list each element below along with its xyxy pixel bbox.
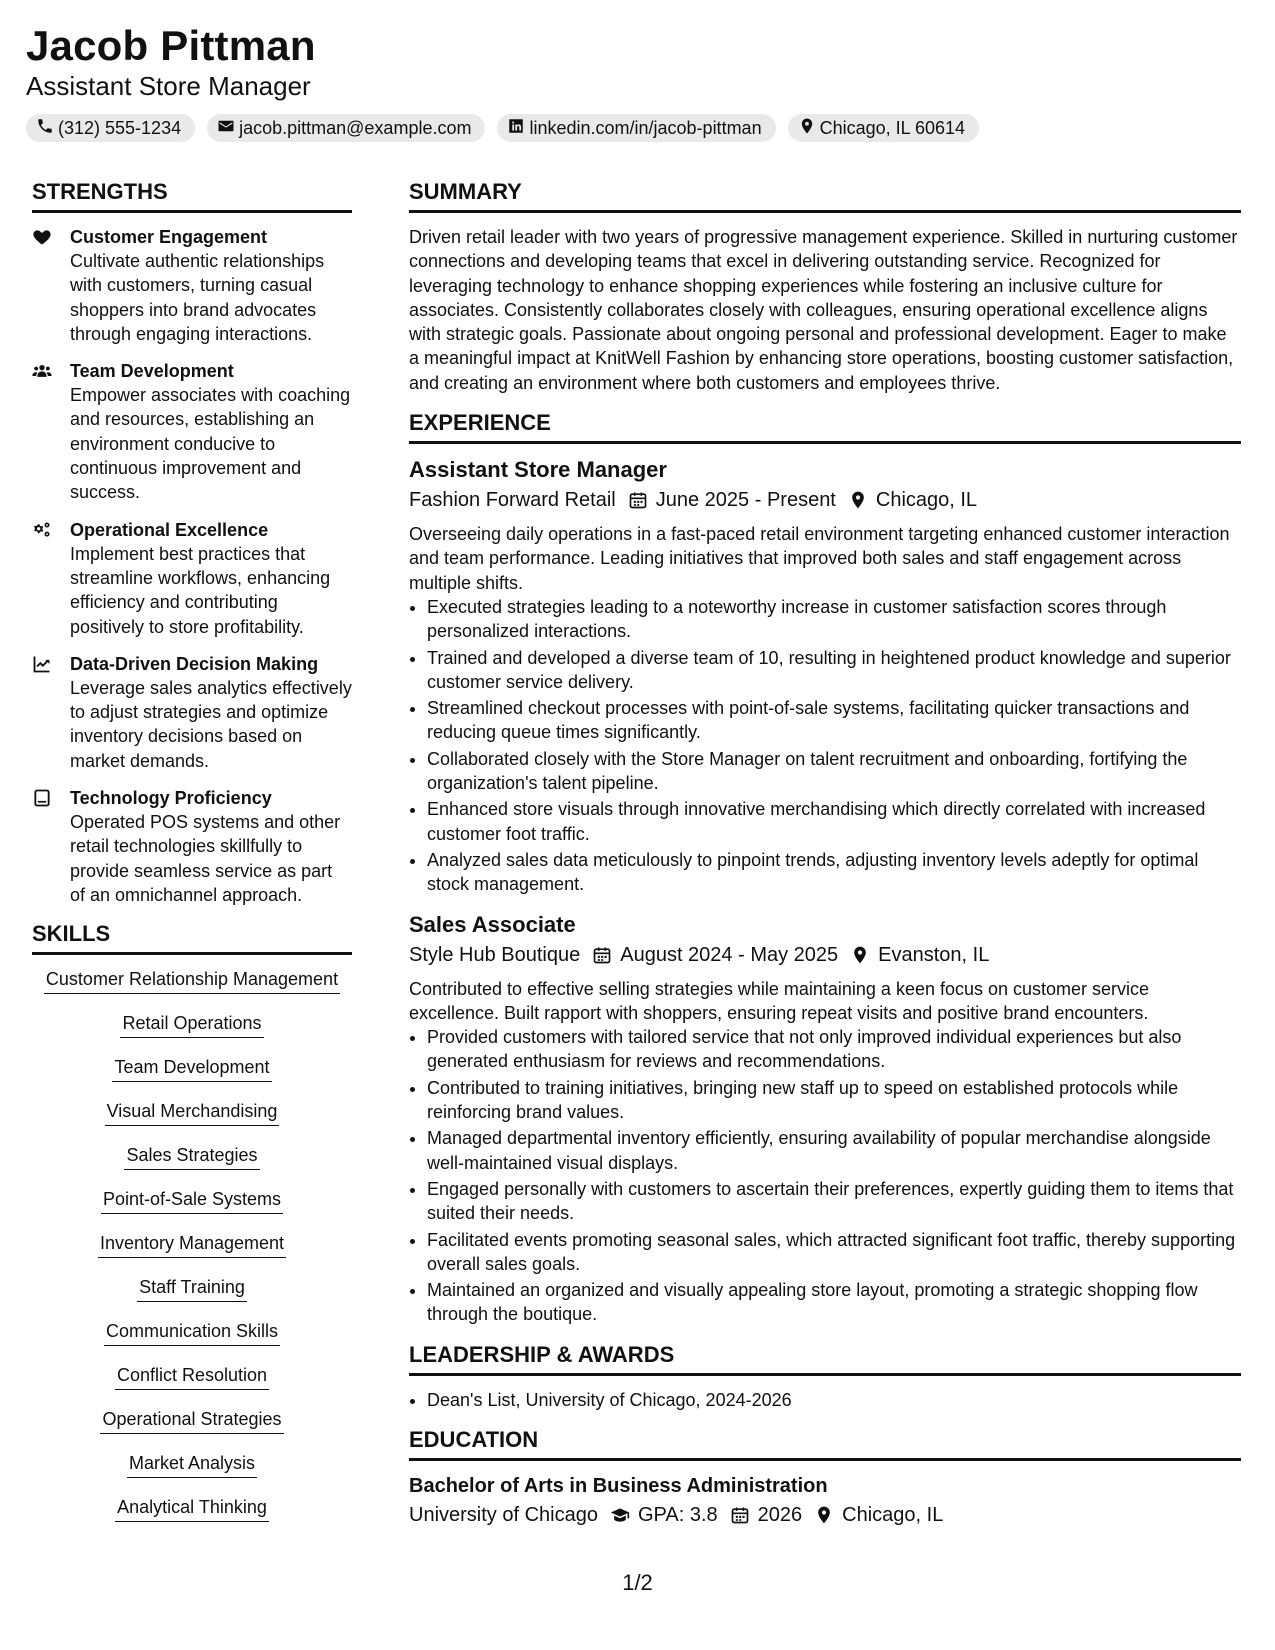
job-bullets bbox=[409, 595, 1241, 897]
page-number: 1/2 bbox=[622, 1570, 653, 1595]
chart-line-icon bbox=[32, 652, 70, 773]
bullet-item: • Managed departmental inventory efficiently, ensuring availability of popular merchandise alongside well-maintained visual displays. bbox=[427, 1126, 1241, 1175]
job-title: Assistant Store Manager bbox=[409, 457, 667, 483]
bullet-item: • Trained and developed a diverse team of 10, resulting in heightened product knowledge and superior customer service delivery. bbox=[427, 646, 1241, 695]
location-pin-icon bbox=[848, 490, 868, 510]
summary-heading: SUMMARY bbox=[409, 178, 1241, 213]
bullet-item: • Facilitated events promoting seasonal sales, which attracted significant foot traffic, thereby supporting overall sales goals. bbox=[427, 1228, 1241, 1277]
leadership-heading: LEADERSHIP & AWARDS bbox=[409, 1341, 1241, 1376]
job-location: Chicago, IL bbox=[875, 489, 978, 512]
right-column bbox=[409, 178, 1241, 1537]
location-pin-icon bbox=[850, 945, 870, 965]
linkedin-icon bbox=[507, 117, 529, 140]
contact-linkedin[interactable] bbox=[497, 114, 775, 142]
calendar-icon bbox=[730, 1505, 750, 1525]
strength-desc: Operated POS systems and other retail technologies skillfully to provide seamless service as part of an omnichannel approach. bbox=[70, 812, 341, 905]
company-name: Style Hub Boutique bbox=[409, 943, 581, 966]
tablet-icon bbox=[32, 786, 70, 907]
job-meta bbox=[409, 486, 1241, 514]
contact-location bbox=[788, 114, 979, 142]
job-meta bbox=[409, 941, 1241, 969]
graduation-cap-icon bbox=[610, 1505, 630, 1525]
contact-bar bbox=[26, 114, 979, 142]
gears-icon bbox=[32, 518, 70, 639]
strength-item bbox=[32, 652, 352, 773]
contact-phone[interactable] bbox=[26, 114, 195, 142]
job-bullets bbox=[409, 1025, 1241, 1327]
bullet-item: • Streamlined checkout processes with point-of-sale systems, facilitating quicker transactions and reducing queue times significantly. bbox=[427, 696, 1241, 745]
skill-item: Inventory Management bbox=[98, 1231, 286, 1258]
strength-desc: Cultivate authentic relationships with customers, turning casual shoppers into brand advocates through engaging interactions. bbox=[70, 251, 325, 344]
award-item: • Dean's List, University of Chicago, 2024-2026 bbox=[427, 1388, 1241, 1412]
strength-item bbox=[32, 225, 352, 346]
skill-item: Staff Training bbox=[137, 1275, 247, 1302]
strength-desc: Implement best practices that streamline workflows, enhancing efficiency and contributing positively to store profitability. bbox=[70, 543, 331, 637]
degree-title: Bachelor of Arts in Business Administration bbox=[409, 1474, 828, 1497]
bullet-item: • Executed strategies leading to a noteworthy increase in customer satisfaction scores through personalized interactions. bbox=[427, 595, 1241, 644]
education-location: Chicago, IL bbox=[842, 1503, 944, 1526]
job-dates: June 2025 - Present bbox=[655, 489, 836, 512]
strength-title: Operational Excellence bbox=[70, 519, 269, 540]
bullet-item: • Engaged personally with customers to ascertain their preferences, expertly guiding them to items that suited their needs. bbox=[427, 1177, 1241, 1226]
heart-icon bbox=[32, 225, 70, 346]
skill-item: Analytical Thinking bbox=[115, 1495, 269, 1522]
strength-desc: Leverage sales analytics effectively to adjust strategies and optimize inventory decisions based on market demands. bbox=[70, 677, 352, 771]
skill-item: Conflict Resolution bbox=[115, 1363, 269, 1390]
bullet-item: • Analyzed sales data meticulously to pinpoint trends, adjusting inventory levels adeptly for optimal stock management. bbox=[427, 848, 1241, 897]
calendar-icon bbox=[592, 945, 612, 965]
envelope-icon bbox=[217, 117, 239, 140]
graduation-year: 2026 bbox=[757, 1503, 803, 1526]
strength-title: Technology Proficiency bbox=[70, 788, 272, 809]
resume-header bbox=[26, 22, 316, 102]
candidate-title: Assistant Store Manager bbox=[26, 71, 311, 101]
strengths-heading: STRENGTHS bbox=[32, 178, 352, 213]
contact-email[interactable] bbox=[207, 114, 485, 142]
job-entry bbox=[409, 911, 1241, 1327]
linkedin-text: linkedin.com/in/jacob-pittman bbox=[529, 117, 762, 138]
email-text: jacob.pittman@example.com bbox=[239, 117, 472, 138]
location-pin-icon bbox=[798, 117, 820, 140]
skills-list bbox=[32, 967, 352, 1539]
skill-item: Market Analysis bbox=[127, 1451, 257, 1478]
strength-title: Customer Engagement bbox=[70, 227, 268, 247]
bullet-item: • Maintained an organized and visually appealing store layout, promoting a strategic shopping flow through the boutique. bbox=[427, 1278, 1241, 1327]
strength-title: Team Development bbox=[70, 361, 234, 382]
strength-item bbox=[32, 518, 352, 639]
skill-item: Retail Operations bbox=[120, 1011, 263, 1038]
education-heading: EDUCATION bbox=[409, 1426, 1241, 1461]
phone-text: (312) 555-1234 bbox=[58, 117, 182, 138]
bullet-item: • Enhanced store visuals through innovative merchandising which directly correlated with increased customer foot traffic. bbox=[427, 797, 1241, 846]
job-description: Overseeing daily operations in a fast-paced retail environment targeting enhanced customer interaction and team performance. Leading initiatives that improved both sales and staff engagement across multiple shifts. bbox=[409, 524, 1230, 593]
skill-item: Sales Strategies bbox=[124, 1143, 259, 1170]
phone-icon bbox=[36, 117, 58, 140]
skill-item: Point-of-Sale Systems bbox=[101, 1187, 283, 1214]
job-description: Contributed to effective selling strategies while maintaining a keen focus on customer service excellence. Built rapport with shoppers, ensuring repeat visits and positive brand encounters. bbox=[409, 978, 1150, 1023]
location-pin-icon bbox=[814, 1505, 834, 1525]
skill-item: Visual Merchandising bbox=[105, 1099, 280, 1126]
strength-item bbox=[32, 786, 352, 907]
users-icon bbox=[32, 359, 70, 504]
skill-item: Operational Strategies bbox=[100, 1407, 283, 1434]
calendar-icon bbox=[628, 490, 648, 510]
school-name: University of Chicago bbox=[409, 1503, 598, 1526]
strength-desc: Empower associates with coaching and resources, establishing an environment conducive to continuous improvement and success. bbox=[70, 385, 351, 503]
job-title: Sales Associate bbox=[409, 911, 576, 937]
left-column bbox=[32, 178, 352, 1539]
company-name: Fashion Forward Retail bbox=[409, 489, 616, 512]
skill-item: Customer Relationship Management bbox=[44, 967, 340, 994]
experience-heading: EXPERIENCE bbox=[409, 409, 1241, 444]
bullet-item: • Provided customers with tailored service that not only improved individual experiences but also generated enthusiasm for reviews and recommendations. bbox=[427, 1025, 1241, 1074]
skills-heading: SKILLS bbox=[32, 920, 352, 955]
skill-item: Communication Skills bbox=[104, 1319, 280, 1346]
strength-item bbox=[32, 359, 352, 504]
skill-item: Team Development bbox=[112, 1055, 271, 1082]
leadership-list bbox=[409, 1388, 1241, 1412]
candidate-name: Jacob Pittman bbox=[26, 22, 316, 69]
bullet-item: • Contributed to training initiatives, bringing new staff up to speed on established protocols while reinforcing brand values. bbox=[427, 1076, 1241, 1125]
summary-text: Driven retail leader with two years of progressive management experience. Skilled in nurturing customer connections and developing teams that excel in delivering outstanding service. Recognized for leveraging technology to enhance shopping experiences while fostering an inclusive culture for associates. Consistently collaborates closely with colleagues, ensuring operational excellence aligns with strategic goals. Passionate about ongoing personal and professional development. Eager to make a meaningful impact at KnitWell Fashion by enhancing store operations, boosting customer satisfaction, and creating an environment where both customers and employees thrive. bbox=[409, 227, 1238, 393]
job-location: Evanston, IL bbox=[878, 943, 990, 966]
strength-title: Data-Driven Decision Making bbox=[70, 653, 319, 674]
gpa-text: GPA: 3.8 bbox=[637, 1503, 718, 1526]
job-entry bbox=[409, 456, 1241, 896]
education-meta bbox=[409, 1501, 1241, 1529]
job-dates: August 2024 - May 2025 bbox=[620, 943, 839, 966]
location-text: Chicago, IL 60614 bbox=[819, 117, 966, 138]
bullet-item: • Collaborated closely with the Store Manager on talent recruitment and onboarding, fortifying the organization's talent pipeline. bbox=[427, 747, 1241, 796]
